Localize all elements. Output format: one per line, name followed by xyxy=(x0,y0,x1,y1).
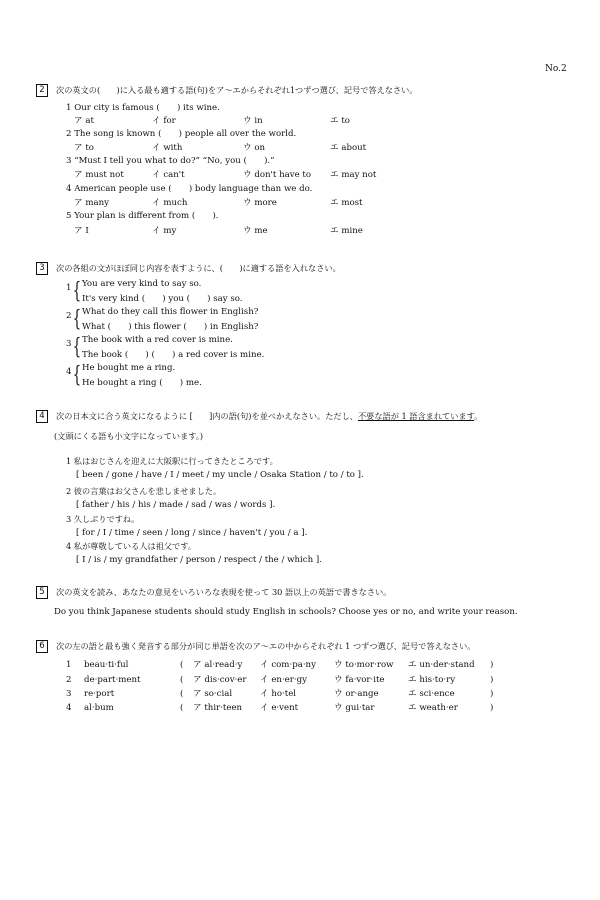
section-note: (文頭にくる語も小文字になっています。) xyxy=(54,431,204,441)
page-number: No.2 xyxy=(545,64,567,74)
option: エ un·der·stand xyxy=(408,660,475,670)
question-text: 4 American people use ( ) body language than we do. xyxy=(66,184,313,194)
option: イ with xyxy=(152,143,183,153)
sentence-b: It's very kind ( ) you ( ) say so. xyxy=(82,294,243,304)
option: エ to xyxy=(330,116,350,126)
sentence-a: What do they call this flower in English? xyxy=(82,307,259,317)
instruction-text: 次の日本文に合う英文になるように [ ]内の語(句)を並べかえなさい。ただし、 xyxy=(56,410,358,421)
section-instruction: 次の英文を読み、あなたの意見をいろいろな表現を使って 30 語以上の英語で書きなさい。 xyxy=(56,586,392,597)
essay-question: Do you think Japanese students should study English in schools? Choose yes or no, and write your reason. xyxy=(54,607,518,617)
question-text: 1 Our city is famous ( ) its wine. xyxy=(66,103,220,113)
question-text: 2 The song is known ( ) people all over the world. xyxy=(66,129,297,139)
option: ア I xyxy=(74,226,89,236)
section-4 xyxy=(36,410,580,423)
option: ア at xyxy=(74,116,94,126)
option: イ ho·tel xyxy=(260,689,297,699)
option: イ en·er·gy xyxy=(260,675,307,685)
item-number: 2 xyxy=(66,311,72,321)
close-paren: ) xyxy=(490,703,494,713)
japanese-sentence: 1 私はおじさんを迎えに大阪駅に行ってきたところです。 xyxy=(66,456,278,466)
option: ア al·read·y xyxy=(193,660,243,670)
option: エ mine xyxy=(330,226,363,236)
section-2 xyxy=(36,84,580,97)
section-3 xyxy=(36,262,580,275)
target-word: beau·ti·ful xyxy=(84,660,129,670)
option: ウ to·mor·row xyxy=(334,660,394,670)
target-word: de·part·ment xyxy=(84,675,141,685)
item-number: 1 xyxy=(66,660,72,670)
section-number: 3 xyxy=(36,262,48,275)
option: ウ me xyxy=(243,226,268,236)
brace: { xyxy=(72,363,82,388)
item-number: 2 xyxy=(66,675,72,685)
item-number: 1 xyxy=(66,283,72,293)
option: イ e·vent xyxy=(260,703,299,713)
close-paren: ) xyxy=(490,660,494,670)
option: ウ on xyxy=(243,143,266,153)
option: イ com·pa·ny xyxy=(260,660,316,670)
open-paren: ( xyxy=(180,660,184,670)
item-number: 4 xyxy=(66,703,72,713)
sentence-b: He bought a ring ( ) me. xyxy=(82,378,202,388)
option: ア must not xyxy=(74,170,124,180)
question-text: 5 Your plan is different from ( ). xyxy=(66,211,219,221)
word-list: [ I / is / my grandfather / person / respect / the / which ]. xyxy=(76,555,322,565)
brace: { xyxy=(72,279,82,304)
sentence-a: You are very kind to say so. xyxy=(82,279,202,289)
close-paren: ) xyxy=(490,689,494,699)
option: ウ don't have to xyxy=(243,170,312,180)
brace: { xyxy=(72,335,82,360)
option: エ sci·ence xyxy=(408,689,455,699)
target-word: al·bum xyxy=(84,703,114,713)
japanese-sentence: 3 久しぶりですね。 xyxy=(66,514,140,524)
option: エ his·to·ry xyxy=(408,675,456,685)
open-paren: ( xyxy=(180,703,184,713)
item-number: 3 xyxy=(66,689,72,699)
option: イ my xyxy=(152,226,177,236)
option: ウ more xyxy=(243,198,277,208)
open-paren: ( xyxy=(180,689,184,699)
option: エ most xyxy=(330,198,363,208)
sentence-b: What ( ) this flower ( ) in English? xyxy=(82,322,259,332)
section-number: 5 xyxy=(36,586,48,599)
japanese-sentence: 2 彼の言葉はお父さんを悲しませました。 xyxy=(66,486,222,496)
option: エ may not xyxy=(330,170,377,180)
section-number: 6 xyxy=(36,640,48,653)
option: ア so·cial xyxy=(193,689,233,699)
section-6 xyxy=(36,640,580,653)
instruction-emphasis: 不要な語が 1 語含まれています xyxy=(357,410,475,421)
section-instruction: 次の各組の文がほぼ同じ内容を表すように、( )に適する語を入れなさい。 xyxy=(56,262,341,273)
close-paren: ) xyxy=(490,675,494,685)
brace: { xyxy=(72,307,82,332)
option: イ can't xyxy=(152,170,185,180)
sentence-a: The book with a red cover is mine. xyxy=(82,335,233,345)
open-paren: ( xyxy=(180,675,184,685)
option: イ much xyxy=(152,198,188,208)
option: エ about xyxy=(330,143,367,153)
section-instruction: 次の英文の( )に入る最も適する語(句)をア～エからそれぞれ1つずつ選び、記号で答えなさい。 xyxy=(56,84,418,95)
target-word: re·port xyxy=(84,689,115,699)
option: ア many xyxy=(74,198,109,208)
option: ア to xyxy=(74,143,94,153)
word-list: [ been / gone / have / I / meet / my uncle / Osaka Station / to / to ]. xyxy=(76,470,364,480)
section-instruction: 次の左の語と最も強く発音する部分が同じ単語を次のア～エの中からそれぞれ 1 つずつ選び、記号で答えなさい。 xyxy=(56,640,476,651)
word-list: [ father / his / his / made / sad / was / words ]. xyxy=(76,500,276,510)
section-number: 2 xyxy=(36,84,48,97)
option: ウ fa·vor·ite xyxy=(334,675,385,685)
item-number: 3 xyxy=(66,339,72,349)
word-list: [ for / I / time / seen / long / since / haven't / you / a ]. xyxy=(76,528,308,538)
section-number: 4 xyxy=(36,410,48,423)
option: イ for xyxy=(152,116,176,126)
instruction-end: 。 xyxy=(474,410,483,421)
japanese-sentence: 4 私が尊敬している人は祖父です。 xyxy=(66,541,196,551)
option: ウ gui·tar xyxy=(334,703,375,713)
option: ウ or·ange xyxy=(334,689,379,699)
sentence-b: The book ( ) ( ) a red cover is mine. xyxy=(82,350,265,360)
section-instruction xyxy=(56,412,482,421)
option: ウ in xyxy=(243,116,263,126)
item-number: 4 xyxy=(66,367,72,377)
question-text: 3 “Must I tell you what to do?” “No, you ( ).” xyxy=(66,156,275,166)
section-5 xyxy=(36,586,580,599)
option: エ weath·er xyxy=(408,703,458,713)
option: ア dis·cov·er xyxy=(193,675,247,685)
option: ア thir·teen xyxy=(193,703,243,713)
sentence-a: He bought me a ring. xyxy=(82,363,176,373)
